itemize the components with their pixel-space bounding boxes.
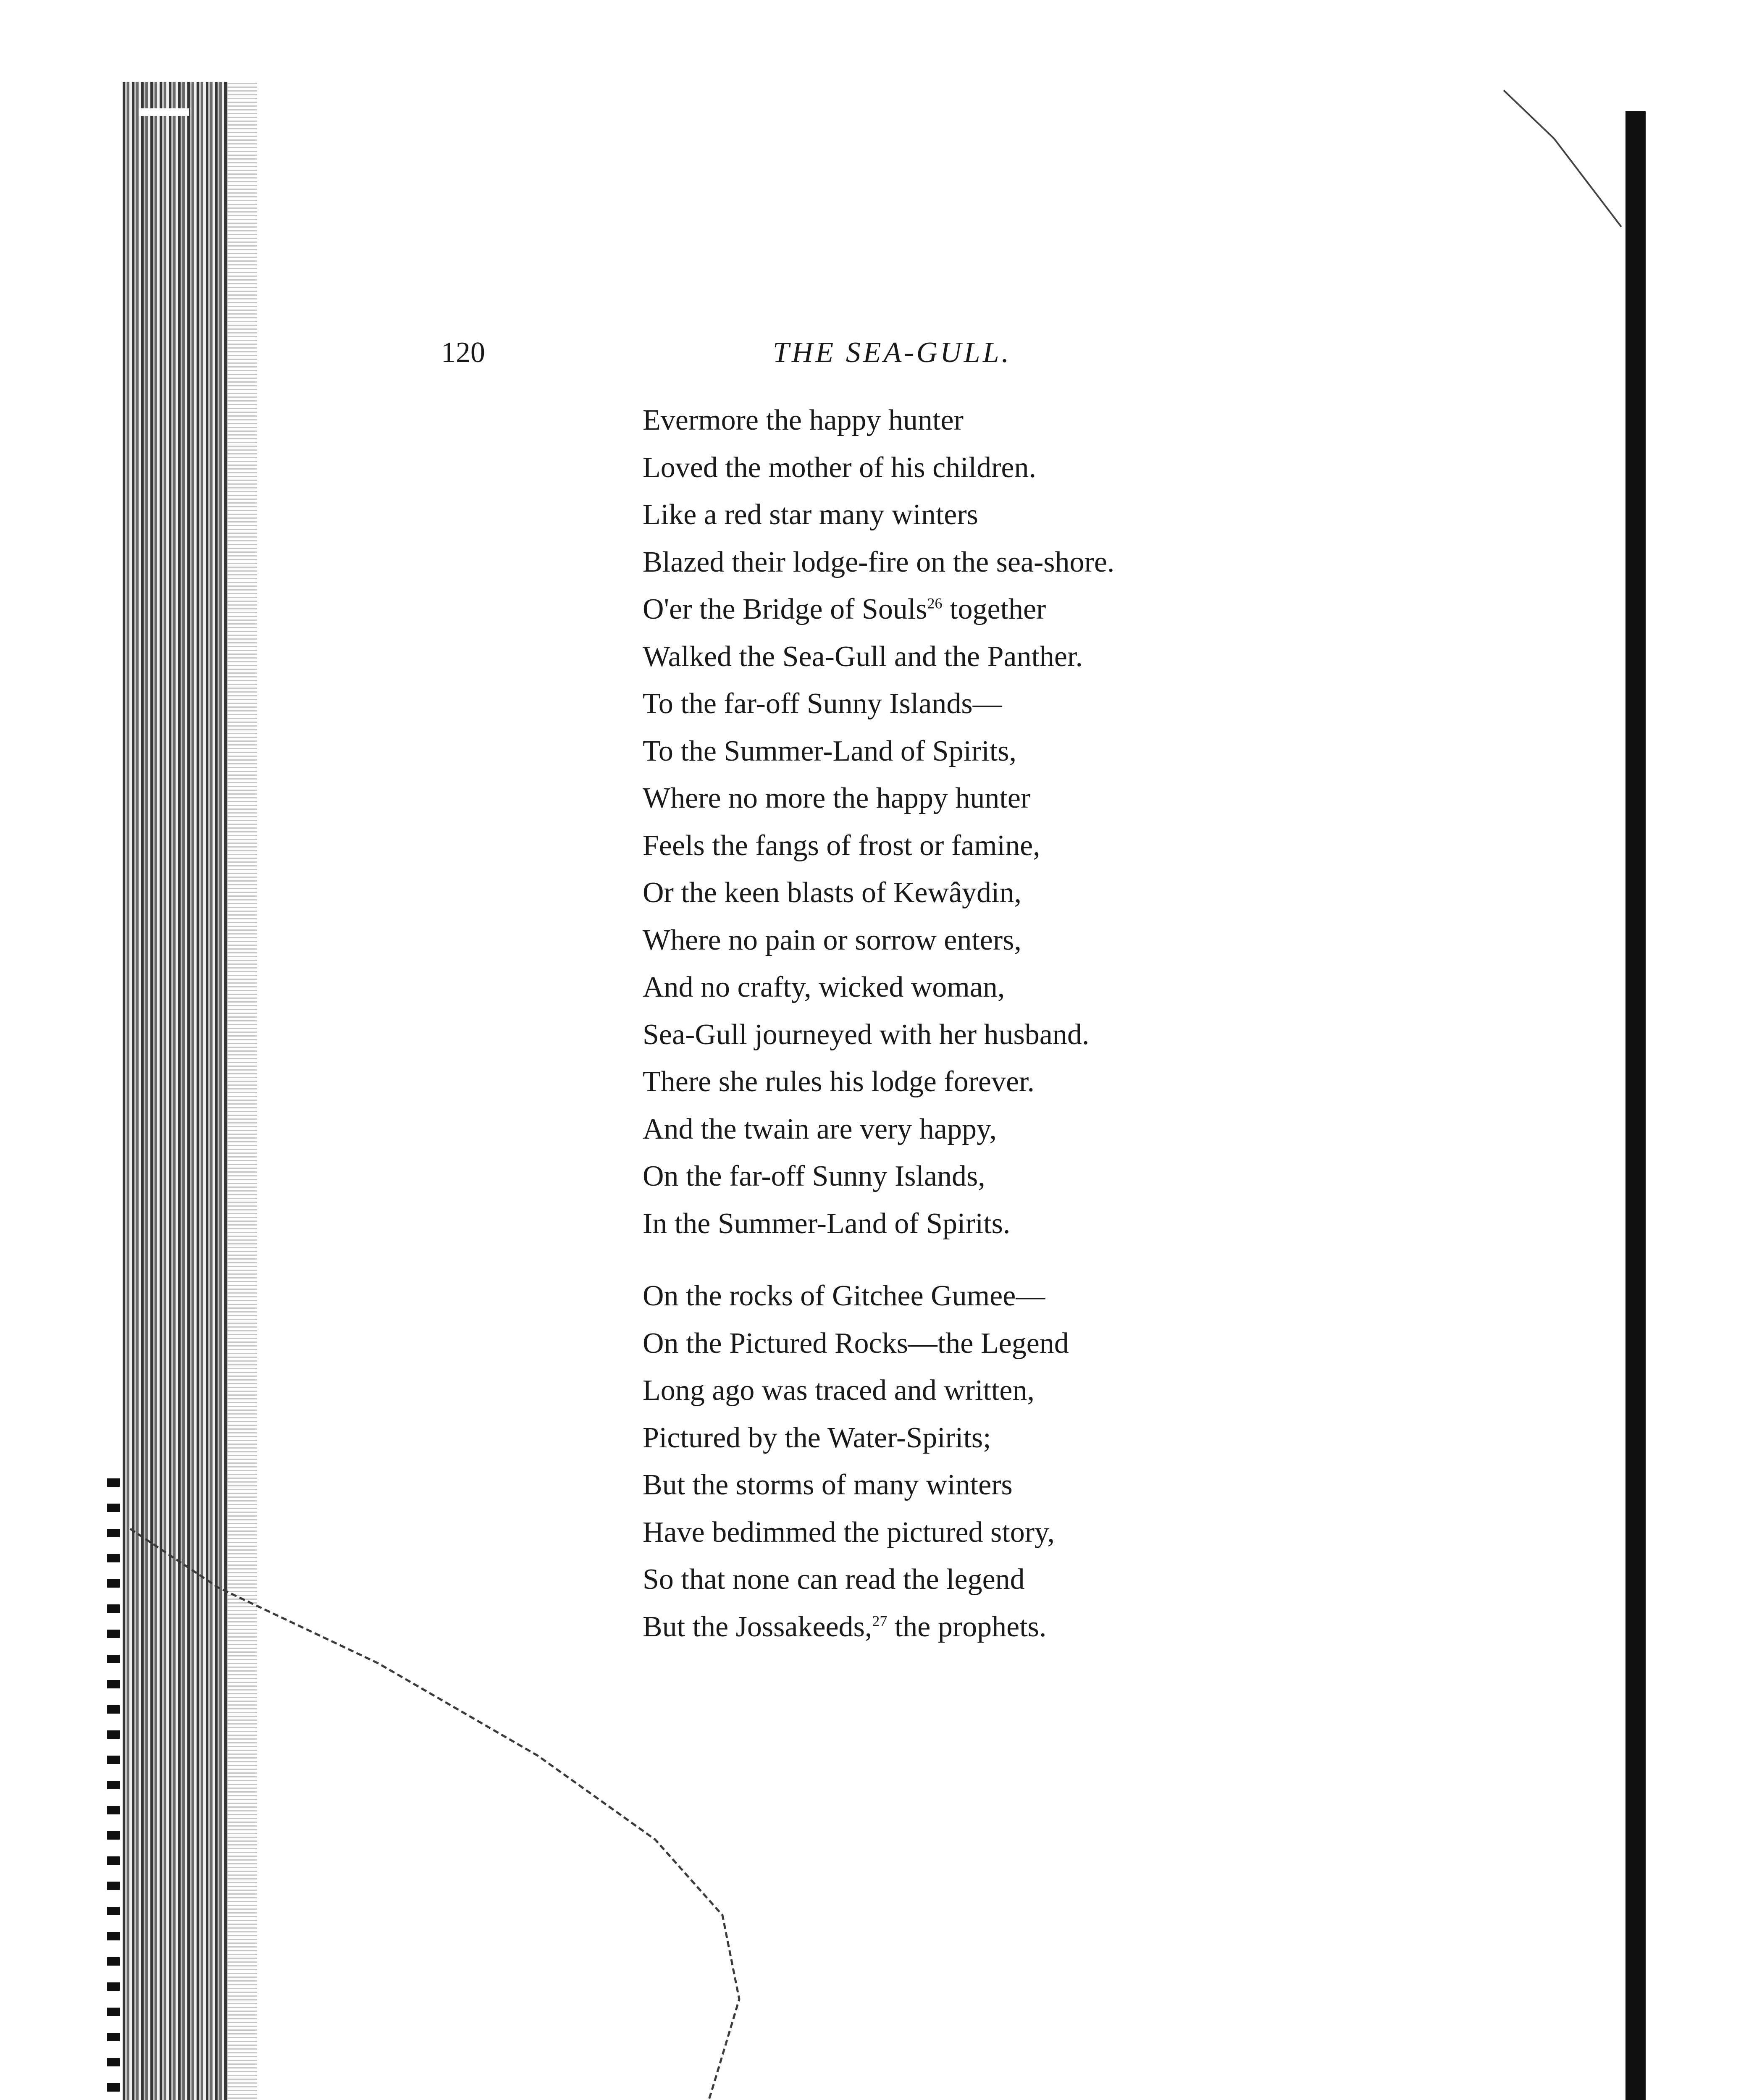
scan-shadow-left [123,82,228,2100]
verse-line: Have bedimmed the pictured story, [643,1516,1055,1549]
poem-text [643,397,1273,1651]
running-header [441,332,1239,374]
verse-line: To the far-off Sunny Islands— [643,688,1002,720]
page-number: 120 [441,336,485,369]
verse-text: the prophets. [887,1610,1047,1643]
verse-line: And the twain are very happy, [643,1113,997,1145]
stanza-2 [643,1273,1273,1651]
verse-line: Or the keen blasts of Kewâydin, [643,877,1021,909]
scan-shadow-left-fade [228,82,257,2100]
stanza-1 [643,397,1273,1247]
verse-line: Pictured by the Water-Spirits; [643,1421,991,1454]
verse-line: Like a red star many winters [643,499,978,531]
verse-line: But the storms of many winters [643,1469,1013,1501]
scan-highlight [139,108,189,116]
verse-line: Loved the mother of his children. [643,451,1036,484]
verse-line: On the rocks of Gitchee Gumee— [643,1280,1045,1312]
verse-line: Feels the fangs of frost or famine, [643,829,1040,862]
verse-line: Sea-Gull journeyed with her husband. [643,1018,1090,1051]
verse-line: Blazed their lodge-fire on the sea-shore. [643,546,1115,578]
verse-line: In the Summer-Land of Spirits. [643,1207,1011,1240]
verse-line: Where no pain or sorrow enters, [643,924,1021,956]
footnote-marker: 26 [927,595,943,612]
verse-line: And no crafty, wicked woman, [643,971,1005,1003]
scan-streak-corner [1504,90,1621,227]
verse-line: Where no more the happy hunter [643,782,1031,814]
verse-line: To the Summer-Land of Spirits, [643,735,1016,767]
binding-marks [107,1470,120,2092]
verse-text: O'er the Bridge of Souls [643,593,927,625]
verse-line: On the far-off Sunny Islands, [643,1160,985,1192]
verse-line-with-note [643,586,1273,633]
verse-line: Evermore the happy hunter [643,404,964,436]
verse-line: There she rules his lodge forever. [643,1066,1035,1098]
verse-text: together [942,593,1046,625]
scan-shadow-right [1625,111,1646,2100]
verse-line-with-note [643,1604,1273,1651]
running-title: THE SEA-GULL. [773,336,1012,369]
footnote-marker: 27 [872,1612,888,1630]
verse-line: Long ago was traced and written, [643,1374,1035,1407]
verse-line: On the Pictured Rocks—the Legend [643,1327,1069,1360]
verse-line: Walked the Sea-Gull and the Panther. [643,640,1083,673]
verse-line: So that none can read the legend [643,1563,1025,1596]
verse-text: But the Jossakeeds, [643,1610,872,1643]
